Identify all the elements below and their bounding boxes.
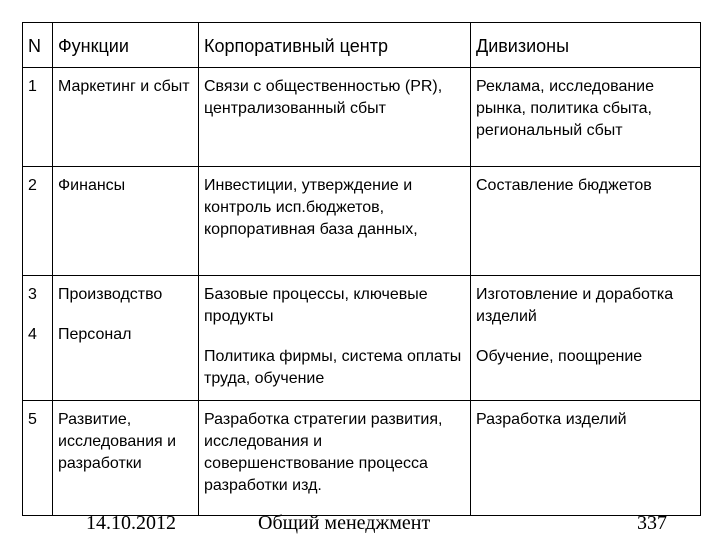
table-header-row	[23, 23, 701, 68]
footer-date: 14.10.2012	[86, 512, 176, 534]
function-cell: Маркетинг и сбыт	[53, 68, 199, 167]
row-number: 2	[23, 167, 53, 276]
row-number: 5	[23, 401, 53, 516]
function-text: Производство	[58, 286, 163, 303]
table-row	[23, 68, 701, 167]
corporate-text: Политика фирмы, система оплаты труда, обучение	[204, 348, 462, 387]
row-number: 1	[23, 68, 53, 167]
footer-page-number: 337	[637, 512, 667, 534]
division-text: Обучение, поощрение	[476, 348, 643, 365]
corporate-text: Базовые процессы, ключевые продукты	[204, 286, 428, 325]
function-cell: Финансы	[53, 167, 199, 276]
table-row	[23, 401, 701, 516]
corporate-cell	[199, 276, 471, 401]
division-cell: Составление бюджетов	[471, 167, 701, 276]
header-number: N	[23, 23, 53, 68]
division-cell: Реклама, исследование рынка, политика сбыта, региональный сбыт	[471, 68, 701, 167]
table-row-combined	[23, 276, 701, 401]
row-number-cell	[23, 276, 53, 401]
corporate-cell: Связи с общественностью (PR), централизованный сбыт	[199, 68, 471, 167]
function-text: Персонал	[58, 326, 132, 343]
function-cell: Развитие, исследования и разработки	[53, 401, 199, 516]
header-corporate-center: Корпоративный центр	[199, 23, 471, 68]
division-cell: Разработка изделий	[471, 401, 701, 516]
corporate-cell: Разработка стратегии развития, исследования и совершенствование процесса разработки изд.	[199, 401, 471, 516]
function-cell	[53, 276, 199, 401]
division-text: Изготовление и доработка изделий	[476, 286, 674, 325]
division-cell	[471, 276, 701, 401]
footer-title: Общий менеджмент	[258, 512, 431, 534]
table-row	[23, 167, 701, 276]
row-number: 3	[28, 286, 37, 303]
row-number: 4	[28, 326, 37, 343]
header-divisions: Дивизионы	[471, 23, 701, 68]
functions-table	[22, 22, 701, 516]
header-functions: Функции	[53, 23, 199, 68]
corporate-cell: Инвестиции, утверждение и контроль исп.бюджетов, корпоративная база данных,	[199, 167, 471, 276]
